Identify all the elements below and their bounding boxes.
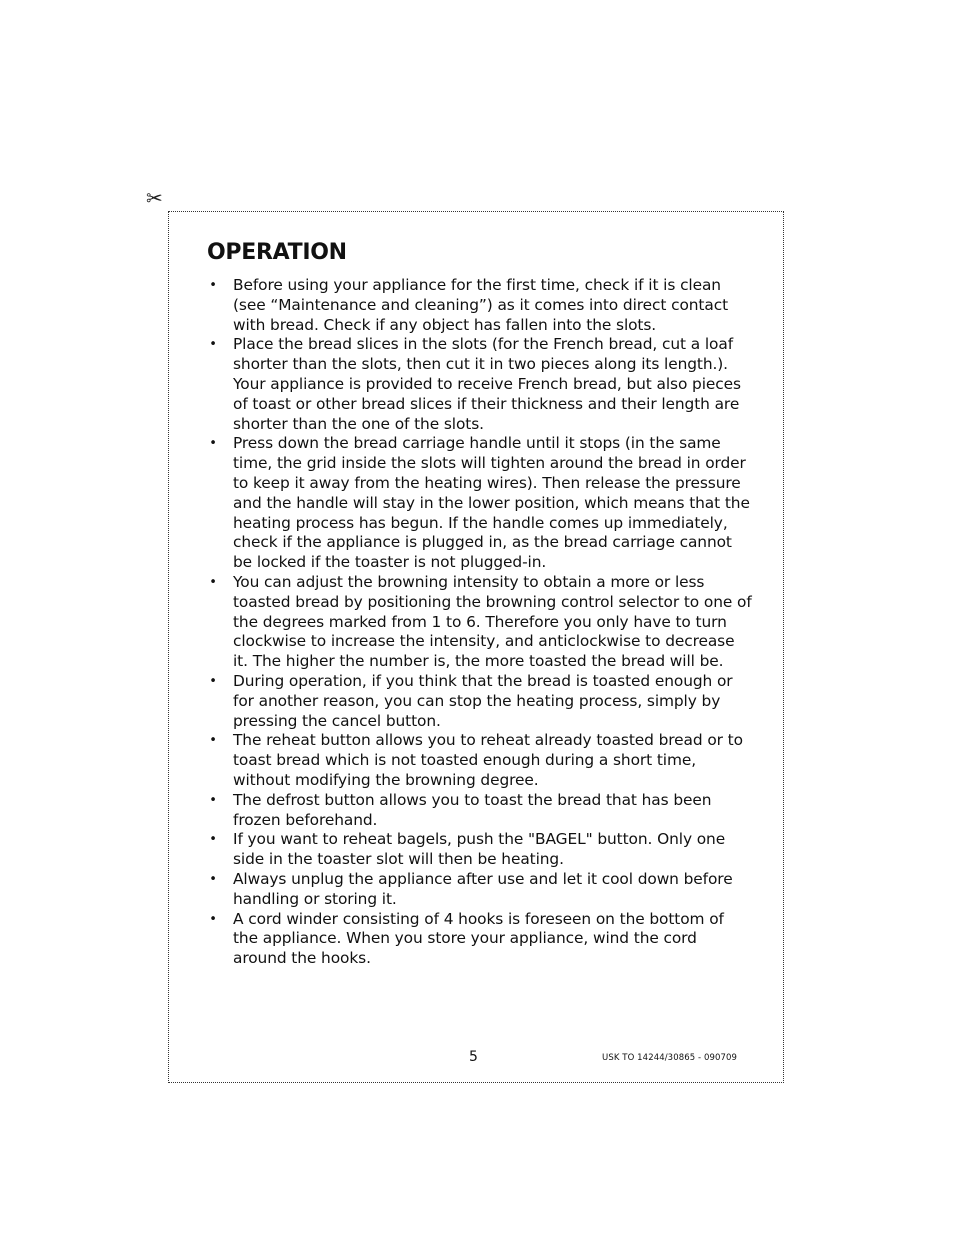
list-item xyxy=(207,830,752,870)
list-item-text: During operation, if you think that the bread is toasted enough or for another reason, you can stop the heating process, simply by pressing the cancel button. xyxy=(233,671,733,730)
list-item xyxy=(207,335,752,434)
bullet-icon: • xyxy=(209,792,217,808)
page-number: 5 xyxy=(469,1049,478,1065)
list-item-text: A cord winder consisting of 4 hooks is foreseen on the bottom of the appliance. When you store your appliance, wind the cord around the hooks. xyxy=(233,909,724,968)
bullet-icon: • xyxy=(209,337,217,353)
bullet-icon: • xyxy=(209,911,217,927)
list-item-text: Before using your appliance for the first time, check if it is clean (see “Maintenance and cleaning”) as it comes into direct contact with bread. Check if any object has fallen into the slots. xyxy=(233,276,728,334)
bullet-icon: • xyxy=(209,278,217,293)
list-item xyxy=(207,672,752,731)
list-item-text: You can adjust the browning intensity to obtain a more or less toasted bread by positioning the browning control selector to one of the degrees marked from 1 to 6. Therefore you only have to turn clockwise to increase the intensity, and anticlockwise to decrease it. The higher the number is, the more toasted the bread will be. xyxy=(233,572,752,671)
list-item xyxy=(207,731,752,790)
list-item-text: Press down the bread carriage handle until it stops (in the same time, the grid inside the slots will tighten around the bread in order to keep it away from the heating wires). Then release the pressure and the handle will stay in the lower position, which means that the heating process has begun. If the handle comes up immediately, check if the appliance is plugged in, as the bread carriage cannot be locked if the toaster is not plugged-in. xyxy=(233,434,750,572)
bullet-icon: • xyxy=(209,574,217,590)
list-item-text: The reheat button allows you to reheat already toasted bread or to toast bread which is not toasted enough during a short time, without modifying the browning degree. xyxy=(233,731,743,789)
bullet-icon: • xyxy=(209,871,217,887)
page-title: OPERATION xyxy=(207,240,347,265)
bullet-icon: • xyxy=(209,673,217,689)
list-item xyxy=(207,276,752,335)
list-item-text: The defrost button allows you to toast the bread that has been frozen beforehand. xyxy=(233,790,712,829)
operation-list xyxy=(207,276,752,969)
bullet-icon: • xyxy=(209,436,217,452)
bullet-icon: • xyxy=(209,832,217,848)
list-item-text: If you want to reheat bagels, push the "BAGEL" button. Only one side in the toaster slot will then be heating. xyxy=(233,830,726,869)
list-item xyxy=(207,791,752,831)
list-item xyxy=(207,434,752,573)
list-item xyxy=(207,870,752,910)
document-code: USK TO 14244/30865 - 090709 xyxy=(602,1053,738,1063)
scissors-icon: ✂ xyxy=(146,186,163,210)
bullet-icon: • xyxy=(209,733,217,749)
list-item xyxy=(207,573,752,672)
list-item-text: Always unplug the appliance after use and let it cool down before handling or storing it. xyxy=(233,869,733,908)
list-item xyxy=(207,910,752,969)
list-item-text: Place the bread slices in the slots (for the French bread, cut a loaf shorter than the slots, then cut it in two pieces along its length.). Your appliance is provided to receive French bread, but also pieces of toast or other bread slices if their thickness and their length are shorter than the one of the slots. xyxy=(233,335,741,433)
